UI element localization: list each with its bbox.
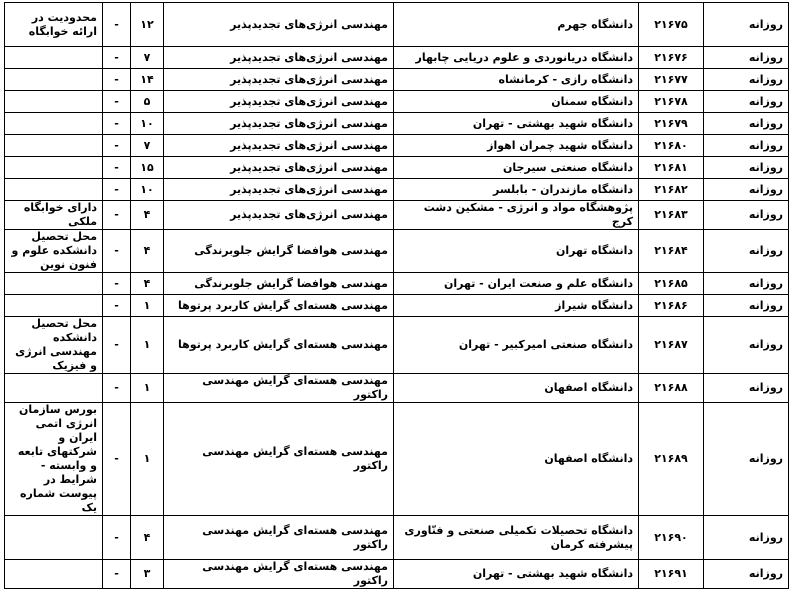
field-cell: مهندسی انرژی‌های تجدیدپذیر — [164, 179, 394, 201]
period-cell: روزانه — [704, 273, 789, 295]
table-row — [5, 3, 789, 47]
note-cell: بورس سازمان انرژی اتمی ایران و شرکتهای تابعه و وابسته - شرایط در پیوست شماره یک — [5, 403, 103, 516]
dash-cell: - — [103, 113, 131, 135]
code-cell: ۲۱۶۷۸ — [639, 91, 704, 113]
dash-cell: - — [103, 273, 131, 295]
period-cell: روزانه — [704, 91, 789, 113]
code-cell: ۲۱۶۸۴ — [639, 230, 704, 273]
university-cell: دانشگاه شهید بهشتی - تهران — [394, 560, 639, 589]
table-row — [5, 201, 789, 230]
code-cell: ۲۱۶۸۵ — [639, 273, 704, 295]
capacity-cell: ۱ — [131, 403, 164, 516]
capacity-cell: ۱۵ — [131, 157, 164, 179]
university-cell: دانشگاه شهید چمران اهواز — [394, 135, 639, 157]
note-cell — [5, 47, 103, 69]
capacity-cell: ۱۰ — [131, 113, 164, 135]
university-cell: دانشگاه شیراز — [394, 295, 639, 317]
note-cell — [5, 135, 103, 157]
dash-cell: - — [103, 560, 131, 589]
table-body — [5, 3, 789, 589]
note-cell — [5, 179, 103, 201]
note-cell: محل تحصیل دانشکده مهندسی انرژی و فیزیک — [5, 317, 103, 374]
table-row — [5, 113, 789, 135]
period-cell: روزانه — [704, 295, 789, 317]
university-cell: دانشگاه سمنان — [394, 91, 639, 113]
university-cell: دانشگاه شهید بهشتی - تهران — [394, 113, 639, 135]
field-cell: مهندسی هسته‌ای گرایش کاربرد پرتوها — [164, 295, 394, 317]
code-cell: ۲۱۶۹۰ — [639, 516, 704, 560]
dash-cell: - — [103, 374, 131, 403]
code-cell: ۲۱۶۷۹ — [639, 113, 704, 135]
table-row — [5, 69, 789, 91]
capacity-cell: ۴ — [131, 516, 164, 560]
table-row — [5, 273, 789, 295]
dash-cell: - — [103, 135, 131, 157]
period-cell: روزانه — [704, 3, 789, 47]
code-cell: ۲۱۶۷۷ — [639, 69, 704, 91]
code-cell: ۲۱۶۸۳ — [639, 201, 704, 230]
dash-cell: - — [103, 69, 131, 91]
period-cell: روزانه — [704, 374, 789, 403]
field-cell: مهندسی انرژی‌های تجدیدپذیر — [164, 47, 394, 69]
capacity-cell: ۳ — [131, 560, 164, 589]
note-cell — [5, 69, 103, 91]
period-cell: روزانه — [704, 317, 789, 374]
note-cell — [5, 113, 103, 135]
code-cell: ۲۱۶۹۱ — [639, 560, 704, 589]
capacity-cell: ۱۲ — [131, 3, 164, 47]
field-cell: مهندسی انرژی‌های تجدیدپذیر — [164, 3, 394, 47]
dash-cell: - — [103, 179, 131, 201]
capacity-cell: ۷ — [131, 135, 164, 157]
code-cell: ۲۱۶۸۹ — [639, 403, 704, 516]
period-cell: روزانه — [704, 403, 789, 516]
university-cell: دانشگاه اصفهان — [394, 403, 639, 516]
capacity-cell: ۵ — [131, 91, 164, 113]
period-cell: روزانه — [704, 69, 789, 91]
university-cell: دانشگاه جهرم — [394, 3, 639, 47]
note-cell — [5, 273, 103, 295]
note-cell — [5, 295, 103, 317]
university-cell: پژوهشگاه مواد و انرژی - مشکین دشت کرج — [394, 201, 639, 230]
table-row — [5, 91, 789, 113]
period-cell: روزانه — [704, 179, 789, 201]
dash-cell: - — [103, 317, 131, 374]
university-cell: دانشگاه تحصیلات تکمیلی صنعتی و فنّاوری پیشرفته کرمان — [394, 516, 639, 560]
field-cell: مهندسی انرژی‌های تجدیدپذیر — [164, 69, 394, 91]
capacity-cell: ۱۴ — [131, 69, 164, 91]
capacity-cell: ۱ — [131, 317, 164, 374]
note-cell: دارای خوابگاه ملکی — [5, 201, 103, 230]
table-row — [5, 135, 789, 157]
table-row — [5, 230, 789, 273]
field-cell: مهندسی انرژی‌های تجدیدپذیر — [164, 91, 394, 113]
note-cell — [5, 157, 103, 179]
table-row — [5, 295, 789, 317]
note-cell — [5, 516, 103, 560]
table-row — [5, 317, 789, 374]
university-cell: دانشگاه رازی - کرمانشاه — [394, 69, 639, 91]
period-cell: روزانه — [704, 113, 789, 135]
table-row — [5, 516, 789, 560]
period-cell: روزانه — [704, 230, 789, 273]
university-cell: دانشگاه مازندران - بابلسر — [394, 179, 639, 201]
period-cell: روزانه — [704, 516, 789, 560]
field-cell: مهندسی هسته‌ای گرایش مهندسی راکتور — [164, 516, 394, 560]
field-cell: مهندسی هسته‌ای گرایش مهندسی راکتور — [164, 560, 394, 589]
code-cell: ۲۱۶۸۶ — [639, 295, 704, 317]
dash-cell: - — [103, 230, 131, 273]
code-cell: ۲۱۶۸۰ — [639, 135, 704, 157]
dash-cell: - — [103, 516, 131, 560]
code-cell: ۲۱۶۸۱ — [639, 157, 704, 179]
note-cell: محدودیت در ارائه خوابگاه — [5, 3, 103, 47]
field-cell: مهندسی هسته‌ای گرایش کاربرد پرتوها — [164, 317, 394, 374]
dash-cell: - — [103, 47, 131, 69]
dash-cell: - — [103, 403, 131, 516]
table-row — [5, 403, 789, 516]
capacity-cell: ۱ — [131, 374, 164, 403]
code-cell: ۲۱۶۸۸ — [639, 374, 704, 403]
code-cell: ۲۱۶۷۶ — [639, 47, 704, 69]
university-cell: دانشگاه صنعتی سیرجان — [394, 157, 639, 179]
program-table — [4, 2, 789, 589]
dash-cell: - — [103, 91, 131, 113]
note-cell — [5, 374, 103, 403]
field-cell: مهندسی انرژی‌های تجدیدپذیر — [164, 157, 394, 179]
period-cell: روزانه — [704, 135, 789, 157]
university-cell: دانشگاه صنعتی امیرکبیر - تهران — [394, 317, 639, 374]
field-cell: مهندسی هسته‌ای گرایش مهندسی راکتور — [164, 374, 394, 403]
code-cell: ۲۱۶۸۷ — [639, 317, 704, 374]
note-cell: محل تحصیل دانشکده علوم و فنون نوین — [5, 230, 103, 273]
dash-cell: - — [103, 3, 131, 47]
table-row — [5, 179, 789, 201]
period-cell: روزانه — [704, 47, 789, 69]
field-cell: مهندسی انرژی‌های تجدیدپذیر — [164, 201, 394, 230]
capacity-cell: ۴ — [131, 201, 164, 230]
table-row — [5, 157, 789, 179]
field-cell: مهندسی انرژی‌های تجدیدپذیر — [164, 135, 394, 157]
period-cell: روزانه — [704, 201, 789, 230]
capacity-cell: ۱۰ — [131, 179, 164, 201]
university-cell: دانشگاه تهران — [394, 230, 639, 273]
field-cell: مهندسی هسته‌ای گرایش مهندسی راکتور — [164, 403, 394, 516]
period-cell: روزانه — [704, 560, 789, 589]
capacity-cell: ۷ — [131, 47, 164, 69]
university-cell: دانشگاه دریانوردی و علوم دریایی چابهار — [394, 47, 639, 69]
dash-cell: - — [103, 201, 131, 230]
field-cell: مهندسی انرژی‌های تجدیدپذیر — [164, 113, 394, 135]
capacity-cell: ۱ — [131, 295, 164, 317]
note-cell — [5, 91, 103, 113]
table-row — [5, 560, 789, 589]
table-row — [5, 47, 789, 69]
dash-cell: - — [103, 157, 131, 179]
table-row — [5, 374, 789, 403]
code-cell: ۲۱۶۷۵ — [639, 3, 704, 47]
code-cell: ۲۱۶۸۲ — [639, 179, 704, 201]
capacity-cell: ۴ — [131, 230, 164, 273]
note-cell — [5, 560, 103, 589]
university-cell: دانشگاه علم و صنعت ایران - تهران — [394, 273, 639, 295]
period-cell: روزانه — [704, 157, 789, 179]
field-cell: مهندسی هوافضا گرایش جلوبرندگی — [164, 230, 394, 273]
field-cell: مهندسی هوافضا گرایش جلوبرندگی — [164, 273, 394, 295]
university-cell: دانشگاه اصفهان — [394, 374, 639, 403]
capacity-cell: ۴ — [131, 273, 164, 295]
dash-cell: - — [103, 295, 131, 317]
